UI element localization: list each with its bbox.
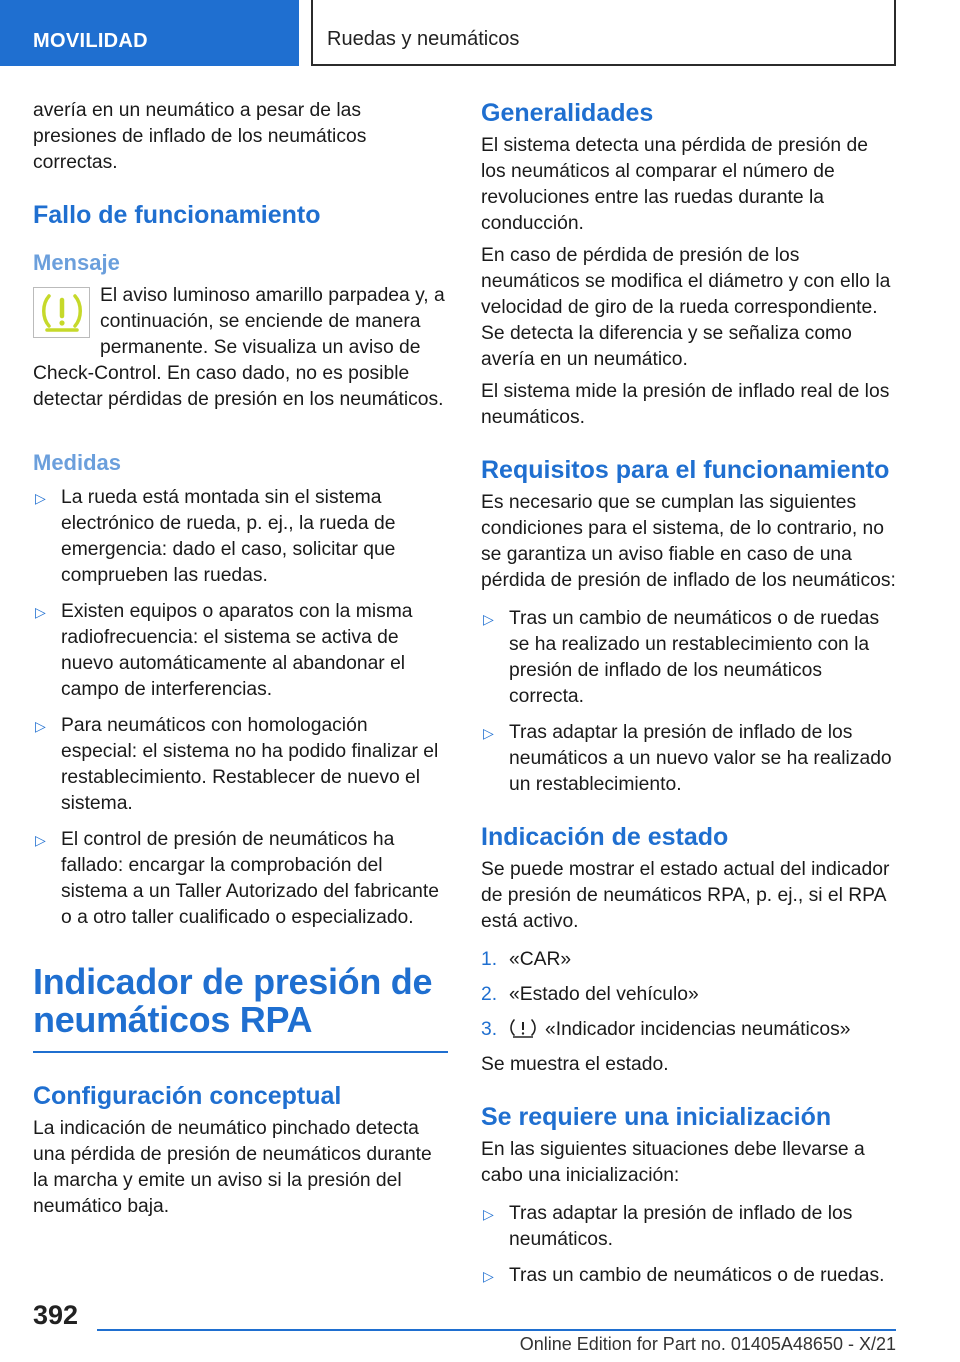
requisitos-heading: Requisitos para el funcionamiento xyxy=(481,456,890,484)
requisitos-list xyxy=(481,606,896,798)
list-item: ▷ Para neumáticos con homologación especial: el sistema no ha podido finalizar el restablecimiento. Restablecer de nuevo el sistema. xyxy=(35,715,439,814)
edition-text: Online Edition for Part no. 01405A48650 - X/21 xyxy=(519,1334,896,1354)
list-item: ▷ La rueda está montada sin el sistema electrónico de rueda, p. ej., la rueda de emergencia: dado el caso, solicitar que comprueben las ruedas. xyxy=(35,487,396,586)
triangle-bullet-icon: ▷ xyxy=(483,725,494,741)
intro-paragraph: avería en un neumático a pesar de las presiones de inflado de los neumáticos correctas. xyxy=(33,100,367,173)
list-item: ▷ Existen equipos o aparatos con la misma radiofrecuencia: el sistema se activa de nuevo automáticamente al abandonar el campo de interferencias. xyxy=(35,601,413,700)
list-item: ▷ Tras un cambio de neumáticos o de ruedas. xyxy=(481,1263,896,1289)
list-item: ▷ Tras un cambio de neumáticos o de ruedas se ha realizado un restablecimiento con la presión de inflado de los neumáticos correcta. xyxy=(483,608,880,707)
triangle-bullet-icon: ▷ xyxy=(35,832,46,848)
right-column xyxy=(481,98,896,1299)
fallo-heading: Fallo de funcionamiento xyxy=(33,201,321,229)
init-heading: Se requiere una inicialización xyxy=(481,1103,832,1131)
triangle-bullet-icon: ▷ xyxy=(483,611,494,627)
generalidades-heading: Generalidades xyxy=(481,99,654,127)
mensaje-block xyxy=(33,283,448,419)
mensaje-text: El aviso luminoso amarillo parpadea y, a continuación, se enciende de manera permanente. Se visualiza un aviso de Check-Control. En caso dado, no es posible detectar pérdidas de presión en los neumáticos. xyxy=(33,285,445,410)
estado-heading: Indicación de estado xyxy=(481,823,729,851)
generalidades-p3: El sistema mide la presión de inflado real de los neumáticos. xyxy=(481,381,890,428)
list-item: 3. «Indicador incidencias neumáticos» xyxy=(481,1019,851,1040)
triangle-bullet-icon: ▷ xyxy=(483,1268,494,1284)
chapter-tab[interactable]: Ruedas y neumáticos xyxy=(311,0,896,66)
config-text: La indicación de neumático pinchado detecta una pérdida de presión de neumáticos durante la marcha y emite un aviso si la presión del neumático baja. xyxy=(33,1118,432,1217)
footer-rule xyxy=(97,1329,896,1331)
section-tab[interactable]: MOVILIDAD xyxy=(0,0,299,66)
left-column xyxy=(33,98,448,1226)
generalidades-p1: El sistema detecta una pérdida de presión de los neumáticos al comparar el número de revoluciones entre las ruedas durante la conducción. xyxy=(481,135,868,234)
page-number: 392 xyxy=(33,1300,79,1330)
list-item: ▷ Tras adaptar la presión de inflado de los neumáticos a un nuevo valor se ha realizado un restablecimiento. xyxy=(483,722,892,795)
triangle-bullet-icon: ▷ xyxy=(35,490,46,506)
list-item: 2. «Estado del vehículo» xyxy=(481,984,699,1005)
triangle-bullet-icon: ▷ xyxy=(483,1206,494,1222)
tire-pressure-warning-icon xyxy=(33,287,90,338)
list-item: ▷ Tras adaptar la presión de inflado de los neumáticos. xyxy=(483,1203,853,1250)
generalidades-p2: En caso de pérdida de presión de los neumáticos se modifica el diámetro y con ello la velocidad de giro de la rueda correspondiente. Se detecta la diferencia y se señaliza como avería en un neumático. xyxy=(481,245,891,370)
init-text: En las siguientes situaciones debe llevarse a cabo una inicialización: xyxy=(481,1139,865,1186)
requisitos-text: Es necesario que se cumplan las siguientes condiciones para el sistema, de lo contrario, no se garantiza un aviso fiable en caso de una pérdida de presión de inflado de los neumáticos: xyxy=(481,492,896,591)
estado-steps xyxy=(481,947,896,1043)
chapter-heading: Indicador de presión de neumáticos RPA xyxy=(33,961,433,1040)
init-list xyxy=(481,1201,896,1289)
chapter-rule xyxy=(33,1051,448,1053)
medidas-heading: Medidas xyxy=(33,450,122,475)
medidas-list xyxy=(33,485,448,931)
list-item: 1. «CAR» xyxy=(481,949,572,970)
tire-pressure-icon xyxy=(509,1018,537,1038)
config-heading: Configuración conceptual xyxy=(33,1082,342,1110)
estado-after: Se muestra el estado. xyxy=(481,1054,669,1075)
page-header xyxy=(0,0,960,66)
triangle-bullet-icon: ▷ xyxy=(35,718,46,734)
list-item: ▷ El control de presión de neumáticos ha fallado: encargar la comprobación del sistema a un Taller Autorizado del fabricante o a otro taller cualificado o especializado. xyxy=(35,829,439,928)
estado-text: Se puede mostrar el estado actual del indicador de presión de neumáticos RPA, p. ej., si el RPA está activo. xyxy=(481,859,890,932)
triangle-bullet-icon: ▷ xyxy=(35,604,46,620)
mensaje-heading: Mensaje xyxy=(33,250,120,275)
